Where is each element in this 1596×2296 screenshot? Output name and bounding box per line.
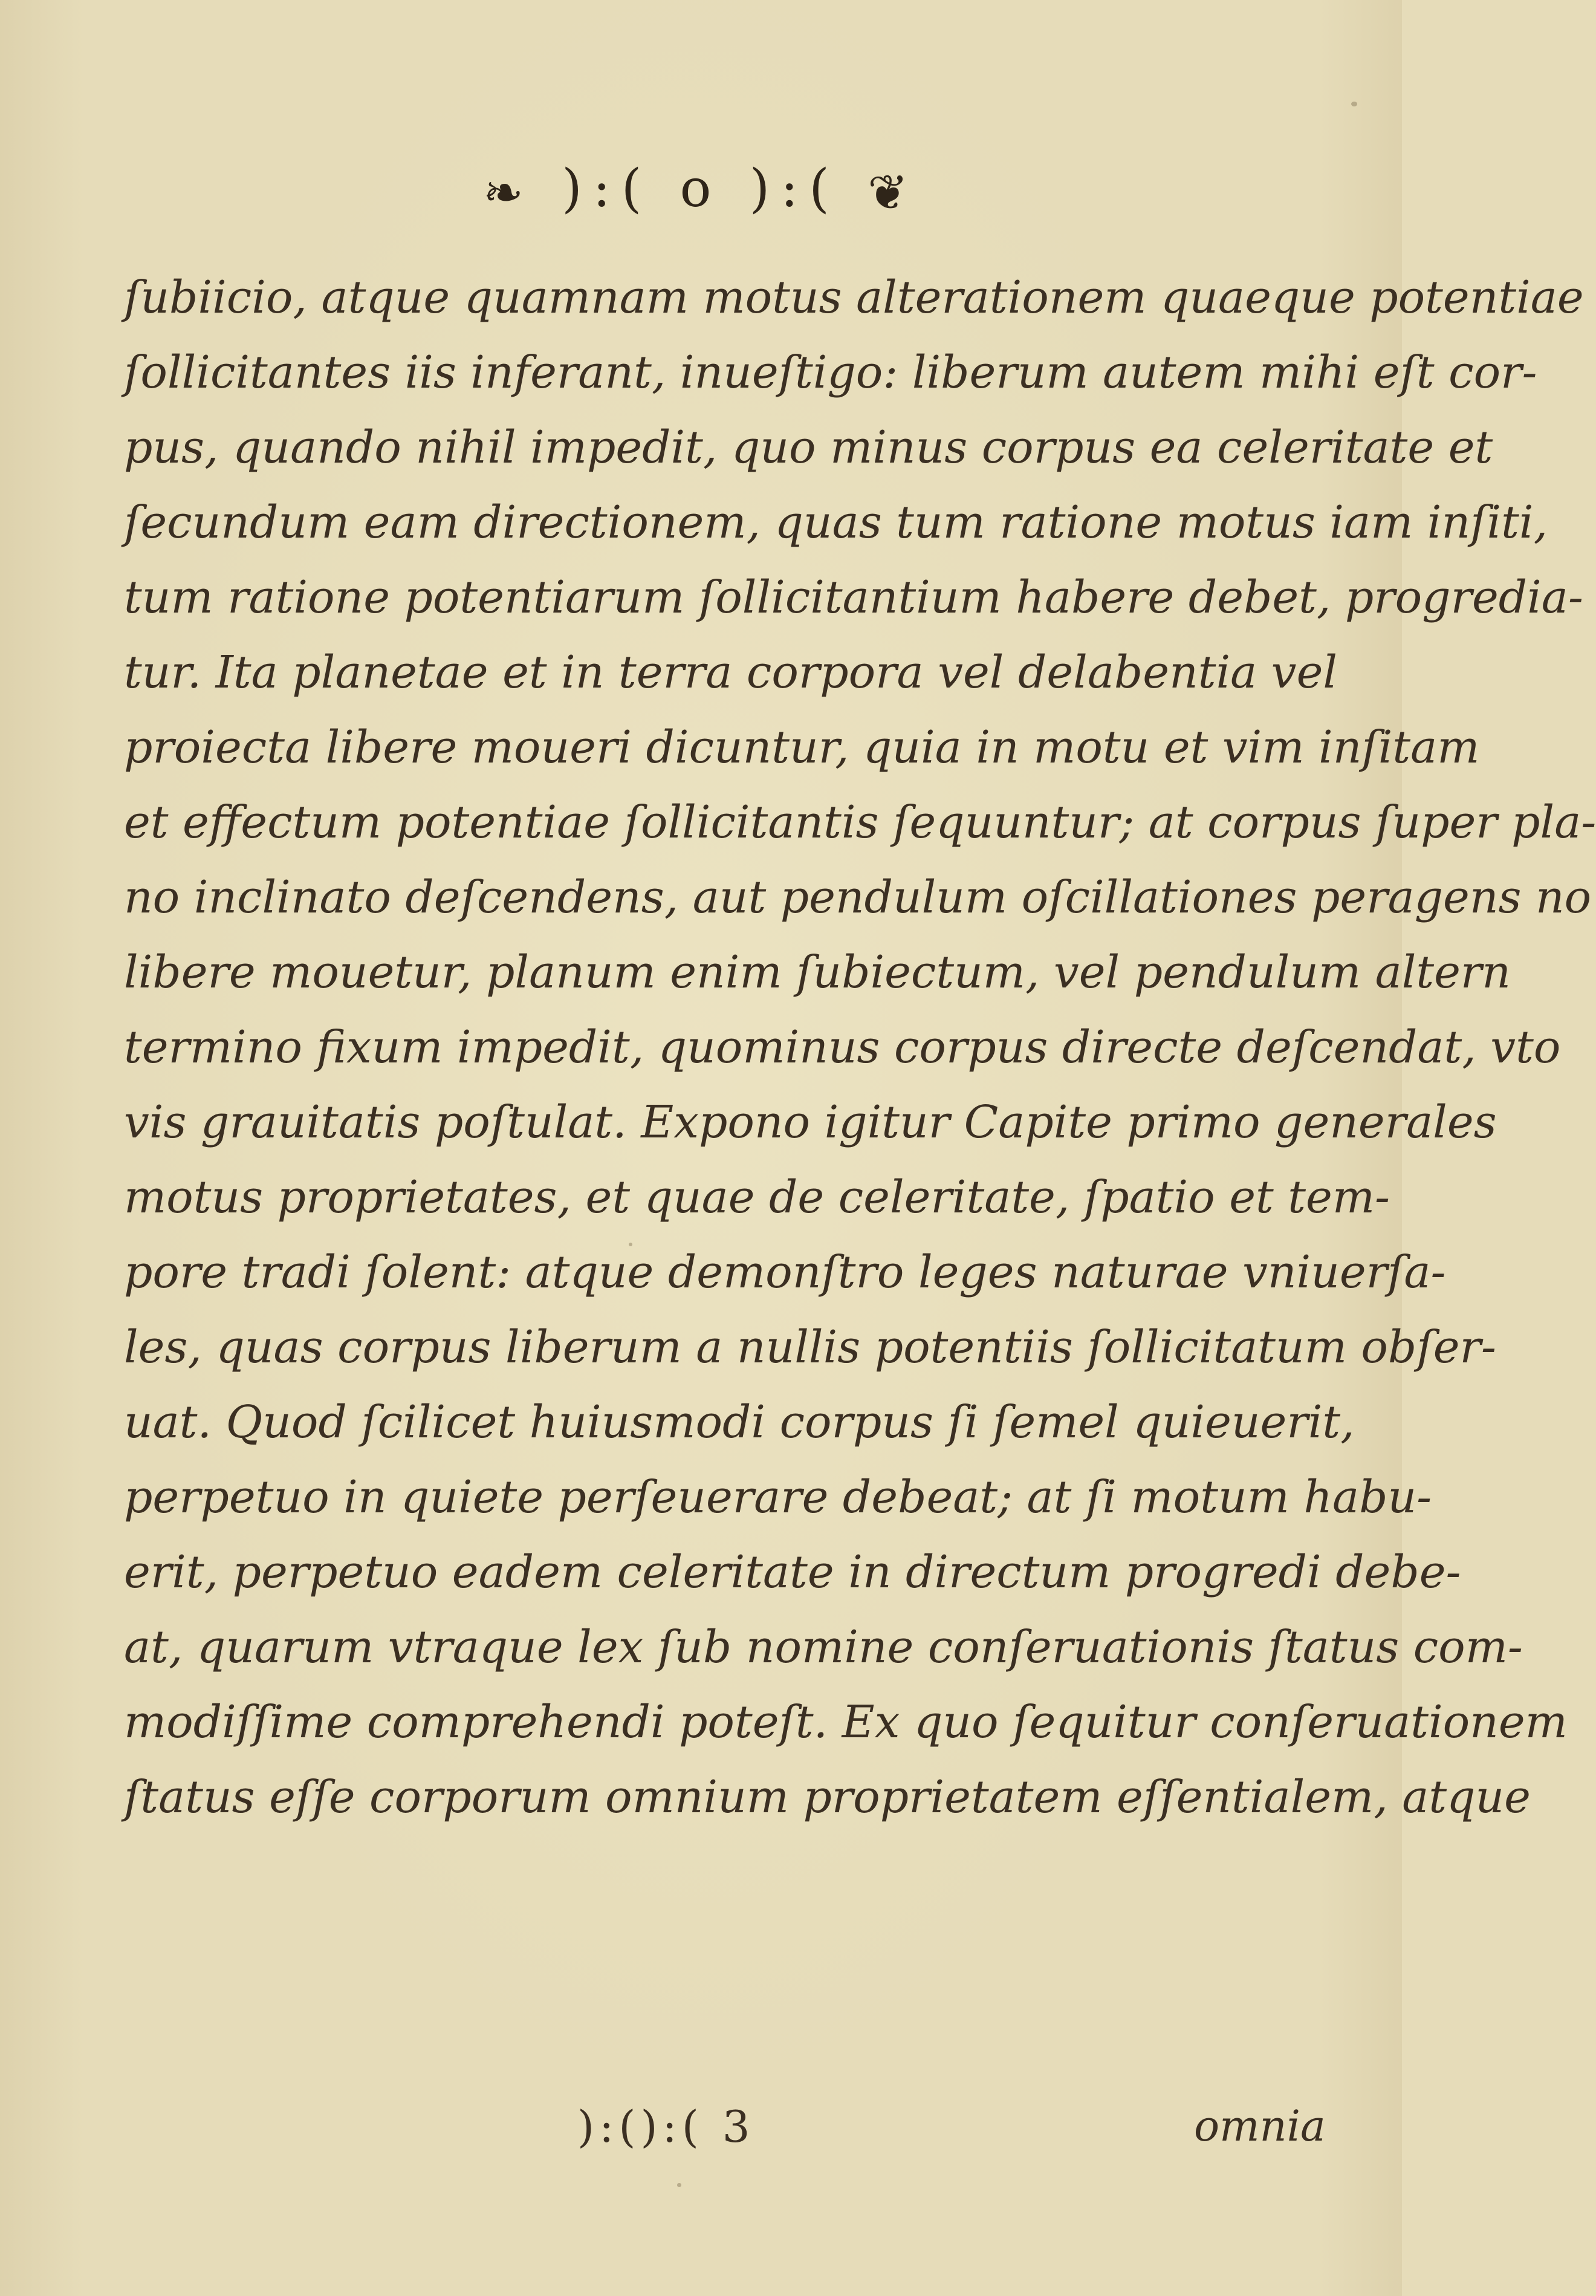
text-line: modiſſime comprehendi poteſt. Ex quo ſequitur conſeruationem xyxy=(124,1696,1568,1748)
text-line: libere mouetur, planum enim ſubiectum, vel pendulum altern xyxy=(124,946,1511,998)
running-title: ):( o ):( xyxy=(562,158,840,219)
text-line: tur. Ita planetae et in terra corpora vel delabentia vel xyxy=(124,646,1338,698)
text-line: at, quarum vtraque lex ſub nomine conſeruationis ſtatus com- xyxy=(124,1621,1523,1673)
running-head xyxy=(0,158,1402,221)
text-line: pore tradi ſolent: atque demonſtro leges naturae vniuerſa- xyxy=(124,1246,1446,1298)
right-ornament-icon: ❦ xyxy=(868,164,920,221)
text-line: termino fixum impedit, quominus corpus directe deſcendat, vto xyxy=(124,1021,1561,1073)
text-line: no inclinato deſcendens, aut pendulum oſcillationes peragens no xyxy=(124,871,1592,923)
body-text xyxy=(124,260,1596,1835)
text-line: erit, perpetuo eadem celeritate in directum progredi debe- xyxy=(124,1546,1461,1598)
text-line: ſollicitantes iis inferant, inueſtigo: liberum autem mihi eſt cor- xyxy=(124,346,1537,398)
text-line: ſtatus eſſe corporum omnium proprietatem eſſentialem, atque xyxy=(124,1771,1531,1823)
paper-speck xyxy=(1351,102,1357,106)
text-line: ſecundum eam directionem, quas tum ratione motus iam inſiti, xyxy=(124,496,1548,548)
signature-mark: ):():( 3 xyxy=(577,2101,755,2152)
paper-speck xyxy=(677,2183,681,2187)
text-line: pus, quando nihil impedit, quo minus corpus ea celeritate et xyxy=(124,421,1493,473)
text-line: proiecta libere moueri dicuntur, quia in motu et vim inſitam xyxy=(124,721,1480,773)
text-line: tum ratione potentiarum ſollicitantium habere debet, progredia- xyxy=(124,571,1583,623)
paper-speck xyxy=(629,1243,632,1246)
page-footer xyxy=(0,2101,1402,2168)
left-ornament-icon: ❧ xyxy=(482,164,534,221)
text-line: les, quas corpus liberum a nullis potentiis ſollicitatum obſer- xyxy=(124,1321,1496,1373)
text-line: et effectum potentiae ſollicitantis ſequuntur; at corpus ſuper pla- xyxy=(124,796,1596,848)
text-line: perpetuo in quiete perſeuerare debeat; at ſi motum habu- xyxy=(124,1471,1432,1523)
text-line: uat. Quod ſcilicet huiusmodi corpus ſi ſemel quieuerit, xyxy=(124,1396,1355,1448)
text-line: vis grauitatis poſtulat. Expono igitur Capite primo generales xyxy=(124,1096,1497,1148)
text-line: motus proprietates, et quae de celeritate, ſpatio et tem- xyxy=(124,1171,1390,1223)
catchword: omnia xyxy=(1194,2101,1326,2151)
text-line: ſubiicio, atque quamnam motus alterationem quaeque potentiae xyxy=(124,272,1584,324)
